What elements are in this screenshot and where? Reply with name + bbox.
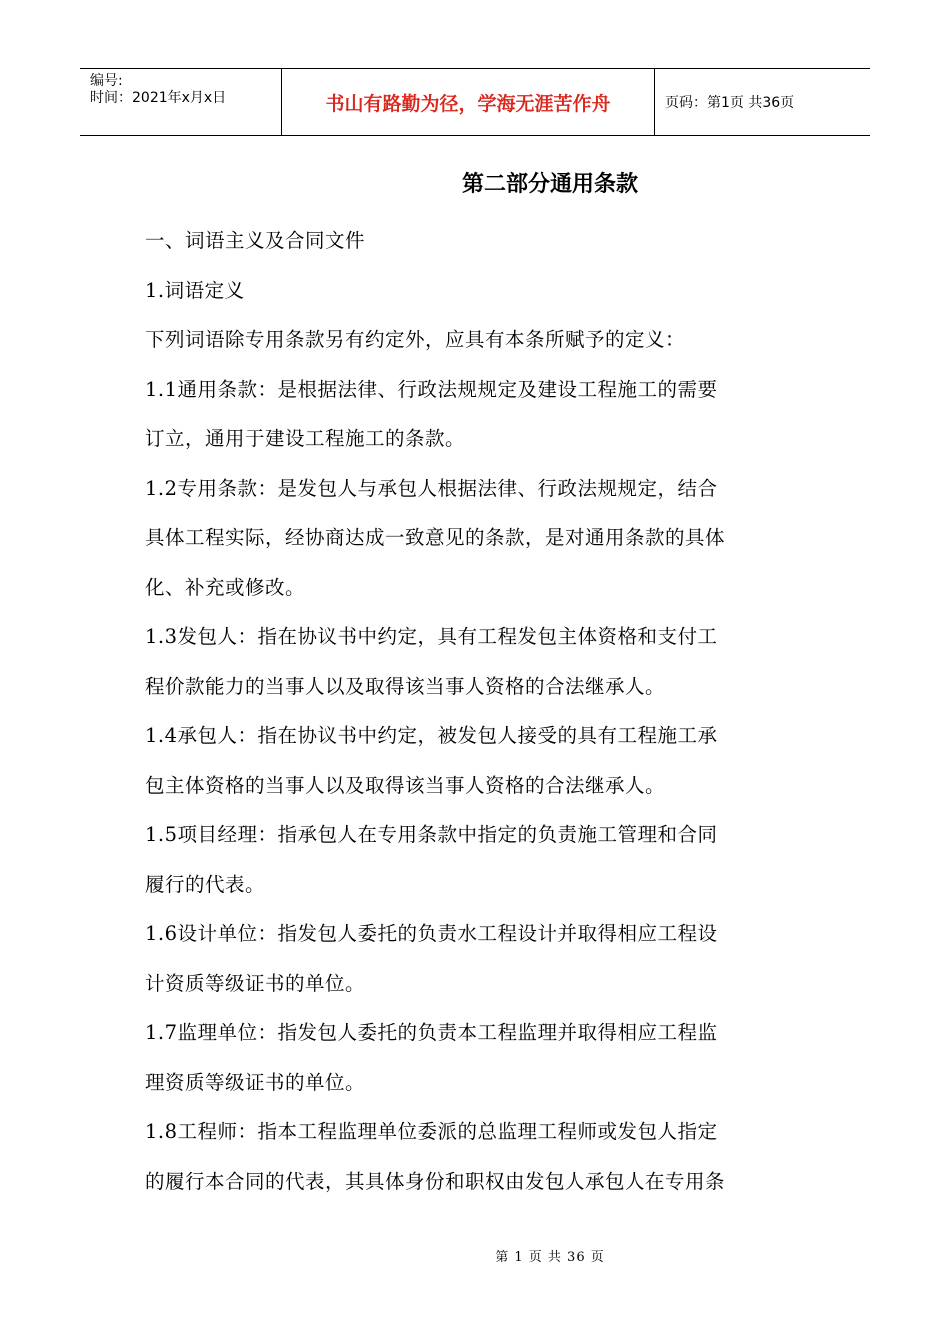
body-line: 的履行本合同的代表，其具体身份和职权由发包人承包人在专用条 [145, 1169, 726, 1193]
body-line: 具体工程实际，经协商达成一致意见的条款，是对通用条款的具体 [145, 526, 726, 549]
body-line: 下列词语除专用条款另有约定外，应具有本条所赋予的定义： [145, 328, 686, 351]
body-line: 1.4承包人：指在协议书中约定，被发包人接受的具有工程施工承 [145, 724, 718, 747]
body-line: 1.5项目经理：指承包人在专用条款中指定的负责施工管理和合同 [145, 823, 718, 846]
document-number-label: 编号: [90, 73, 123, 89]
body-line: 计资质等级证书的单位。 [145, 971, 366, 995]
document-title: 第二部分通用条款 [461, 172, 638, 197]
page-header [80, 68, 870, 136]
document-date-label: 时间：2021年x月x日 [90, 90, 227, 106]
body-line: 1.2专用条款：是发包人与承包人根据法律、行政法规规定，结合 [145, 476, 718, 500]
body-line: 1.8工程师：指本工程监理单位委派的总监理工程师或发包人指定 [145, 1120, 718, 1143]
body-line: 包主体资格的当事人以及取得该当事人资格的合法继承人。 [145, 773, 666, 797]
page-footer: 第 1 页 共 36 页 [495, 1250, 605, 1265]
body-line: 1.1通用条款：是根据法律、行政法规规定及建设工程施工的需要 [145, 377, 718, 401]
header-motto: 书山有路勤为径，学海无涯苦作舟 [282, 69, 655, 135]
body-line: 理资质等级证书的单位。 [145, 1070, 366, 1094]
body-line: 化、补充或修改。 [145, 575, 306, 599]
header-meta-cell [80, 69, 282, 135]
document-body [145, 216, 805, 1206]
body-line: 1.3发包人：指在协议书中约定，具有工程发包主体资格和支付工 [145, 625, 718, 648]
body-line: 一、词语主义及合同文件 [145, 229, 366, 252]
body-line: 程价款能力的当事人以及取得该当事人资格的合法继承人。 [145, 674, 666, 698]
body-line: 履行的代表。 [145, 872, 266, 896]
body-line: 1.7监理单位：指发包人委托的负责本工程监理并取得相应工程监 [145, 1021, 718, 1044]
body-line: 1.词语定义 [145, 278, 245, 302]
header-page-info: 页码：第1页 共36页 [665, 95, 795, 111]
body-line: 1.6设计单位：指发包人委托的负责水工程设计并取得相应工程设 [145, 922, 718, 945]
body-line: 订立，通用于建设工程施工的条款。 [145, 427, 466, 450]
